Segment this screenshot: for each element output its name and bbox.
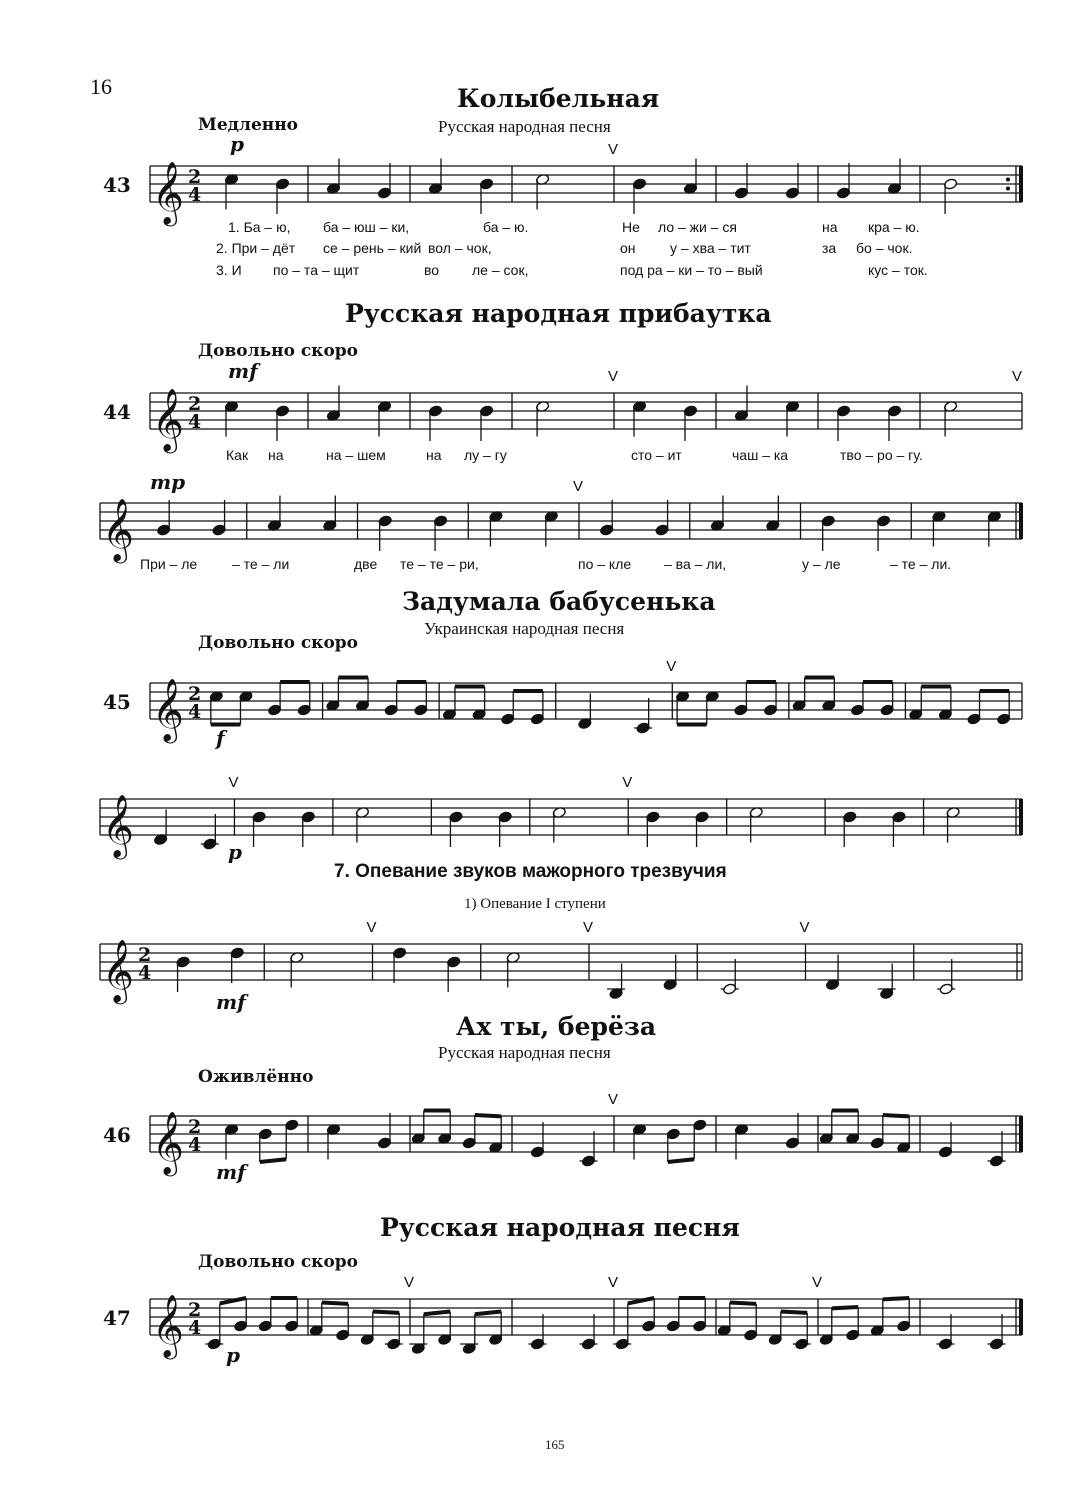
- footer-page-number: 165: [545, 1437, 565, 1452]
- lyric: лу – гу: [464, 447, 507, 463]
- lyric: – те – ли: [232, 556, 290, 572]
- lyric: бо – чок.: [856, 240, 913, 256]
- treble-clef-icon: 𝄞: [152, 1294, 184, 1357]
- breath-mark: V: [666, 658, 677, 675]
- staff-47: [150, 1274, 1030, 1357]
- lyric: за: [822, 240, 837, 256]
- lyric: ба – юш – ки,: [323, 219, 410, 235]
- breath-mark: V: [573, 478, 584, 495]
- final-barline: [1019, 1299, 1023, 1335]
- tempo-46: Оживлённо: [198, 1067, 314, 1087]
- breath-mark: V: [608, 1274, 619, 1291]
- repeat-dot: [1006, 187, 1010, 191]
- lyric: кус – ток.: [868, 262, 928, 278]
- lyric: Как: [226, 447, 249, 463]
- lyric: 1. Ба – ю,: [228, 219, 291, 235]
- staff-45b: [100, 774, 1030, 857]
- lyric: по – кле: [578, 556, 632, 572]
- beam: [322, 1303, 348, 1304]
- treble-clef-icon: 𝄞: [102, 498, 134, 561]
- dynamic-45b: p: [228, 840, 242, 864]
- time-signature-bottom: 4: [188, 1134, 202, 1156]
- song-subtitle-46: Русская народная песня: [438, 1043, 611, 1062]
- lyric: у – хва – тит: [670, 240, 751, 256]
- beam: [730, 1303, 756, 1304]
- lyric: по – та – щит: [273, 262, 360, 278]
- beam: [883, 1298, 909, 1299]
- breath-mark: V: [608, 141, 619, 158]
- lyric: 3. И: [216, 262, 242, 278]
- exercise-number-47: 47: [103, 1306, 131, 1330]
- breath-mark: V: [404, 1274, 415, 1291]
- lyric: тво – ро – гу.: [840, 447, 923, 463]
- song-subtitle-45: Украинская народная песня: [424, 619, 625, 638]
- beam: [475, 1115, 501, 1116]
- time-signature-bottom: 4: [188, 411, 202, 433]
- lyric-line-1: [228, 219, 920, 235]
- lyric: те – те – ри,: [400, 556, 479, 572]
- lyric: во: [424, 262, 440, 278]
- song-title-47: Русская народная песня: [380, 1213, 740, 1242]
- lyric: он: [620, 240, 636, 256]
- song-title-45: Задумала бабусенька: [402, 587, 716, 616]
- treble-clef-icon: 𝄞: [152, 161, 184, 224]
- lyric: вол – чок,: [428, 240, 492, 256]
- lyric: на: [822, 219, 838, 235]
- section-title-7: 7. Опевание звуков мажорного трезвучия: [334, 861, 727, 882]
- time-signature-top: 2: [138, 944, 152, 966]
- final-barline: [1019, 799, 1023, 835]
- tempo-44: Довольно скоро: [198, 341, 359, 361]
- beam: [832, 1307, 858, 1308]
- lyric: – ва – ли,: [664, 556, 727, 572]
- beam: [373, 1312, 399, 1313]
- lyric: под ра – ки – то – вый: [620, 262, 763, 278]
- beam: [781, 1312, 807, 1313]
- song-subtitle-43: Русская народная песня: [438, 117, 611, 136]
- time-signature-top: 2: [188, 393, 202, 415]
- exercise-number-46: 46: [103, 1123, 131, 1147]
- dynamic-section7: mf: [216, 990, 246, 1014]
- lyric: кра – ю.: [868, 219, 920, 235]
- breath-mark: V: [799, 919, 810, 936]
- dynamic-45a: f: [216, 726, 225, 750]
- dynamic-46: mf: [216, 1160, 246, 1184]
- staff-45a: [150, 658, 1030, 741]
- breath-mark: V: [583, 919, 594, 936]
- breath-mark: V: [608, 368, 619, 385]
- treble-clef-icon: 𝄞: [102, 794, 134, 857]
- lyric: две: [354, 556, 378, 572]
- final-barline: [1019, 503, 1023, 539]
- repeat-dot: [1006, 178, 1010, 182]
- lyric: на: [426, 447, 442, 463]
- dynamic-43: p: [230, 132, 244, 156]
- beam: [475, 1312, 501, 1315]
- breath-mark: V: [1012, 368, 1023, 385]
- page-number: 16: [90, 74, 112, 99]
- treble-clef-icon: 𝄞: [152, 388, 184, 451]
- exercise-number-44: 44: [103, 400, 131, 424]
- treble-clef-icon: 𝄞: [152, 1111, 184, 1174]
- treble-clef-icon: 𝄞: [102, 939, 134, 1002]
- song-title-43: Колыбельная: [457, 84, 660, 113]
- breath-mark: V: [622, 774, 633, 791]
- breath-mark: V: [366, 919, 377, 936]
- exercise-number-43: 43: [103, 173, 131, 197]
- lyric: на – шем: [326, 447, 386, 463]
- breath-mark: V: [228, 774, 239, 791]
- beam: [883, 1115, 909, 1116]
- dynamic-44b: mp: [150, 470, 186, 494]
- exercise-number-45: 45: [103, 690, 131, 714]
- beam: [260, 1159, 286, 1162]
- lyric: у – ле: [802, 556, 841, 572]
- beam: [424, 1312, 450, 1315]
- time-signature-bottom: 4: [188, 184, 202, 206]
- lyric: ба – ю.: [483, 219, 529, 235]
- final-barline: [1019, 166, 1023, 202]
- final-barline: [1019, 1116, 1023, 1152]
- lyric: чаш – ка: [732, 447, 789, 463]
- lyric-line-2: [216, 240, 913, 256]
- lyric: При – ле: [140, 556, 198, 572]
- breath-mark: V: [812, 1274, 823, 1291]
- lyric: ло – жи – ся: [658, 219, 738, 235]
- song-title-44: Русская народная прибаутка: [345, 299, 772, 328]
- section-subtitle-7: 1) Опевание I ступени: [464, 896, 606, 912]
- lyric-line-3: [216, 262, 928, 278]
- lyric: 2. При – дёт: [216, 240, 296, 256]
- lyric: Не: [622, 219, 640, 235]
- time-signature-bottom: 4: [188, 701, 202, 723]
- dynamic-47: p: [226, 1343, 240, 1367]
- treble-clef-icon: 𝄞: [152, 678, 184, 741]
- staff-43: [150, 141, 1030, 224]
- breath-mark: V: [608, 1091, 619, 1108]
- tempo-45: Довольно скоро: [198, 633, 359, 653]
- dynamic-44a: mf: [228, 359, 258, 383]
- tempo-47: Довольно скоро: [198, 1252, 359, 1272]
- lyric: се – рень – кий: [323, 240, 422, 256]
- time-signature-top: 2: [188, 1299, 202, 1321]
- lyric: сто – ит: [631, 447, 682, 463]
- tempo-43: Медленно: [198, 115, 298, 135]
- time-signature-bottom: 4: [138, 962, 152, 984]
- lyric: ле – сок,: [472, 262, 529, 278]
- beam: [668, 1159, 694, 1162]
- time-signature-top: 2: [188, 1116, 202, 1138]
- lyric: на: [268, 447, 284, 463]
- lyric: – те – ли.: [890, 556, 952, 572]
- time-signature-top: 2: [188, 166, 202, 188]
- song-title-46: Ах ты, берёза: [456, 1012, 657, 1041]
- time-signature-bottom: 4: [188, 1317, 202, 1339]
- time-signature-top: 2: [188, 683, 202, 705]
